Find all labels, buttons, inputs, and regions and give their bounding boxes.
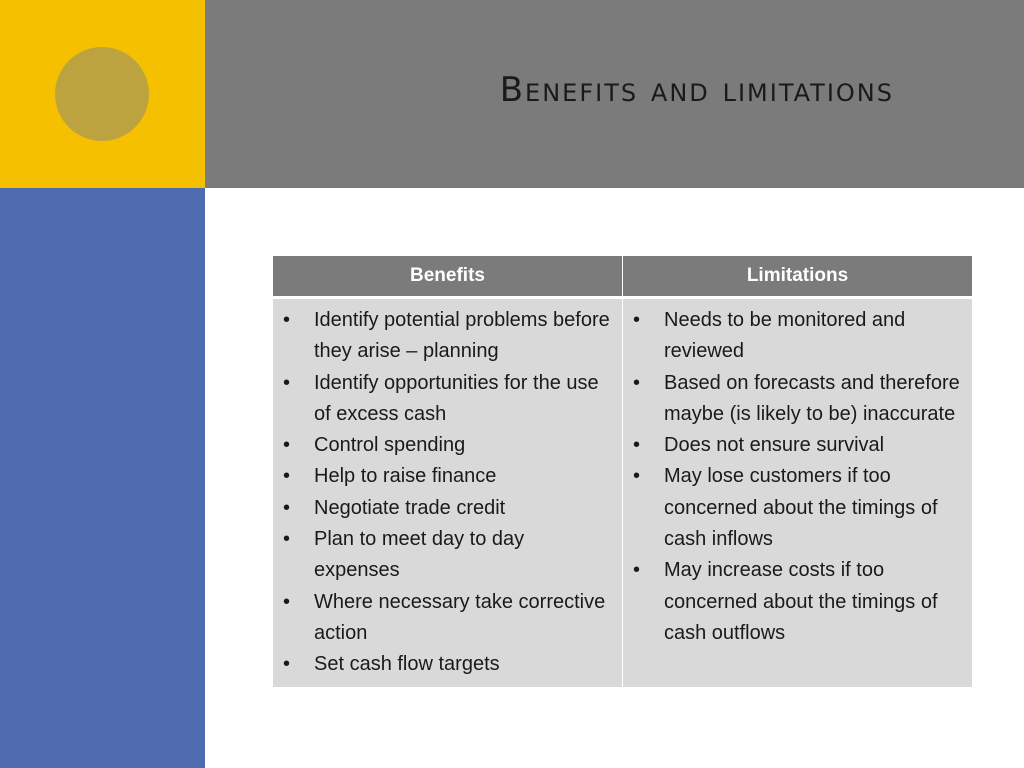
list-item: • Identify opportunities for the use of excess cash <box>281 368 614 431</box>
list-item: • Plan to meet day to day expenses <box>281 524 614 587</box>
benefits-header: Benefits <box>273 256 623 298</box>
list-item: • Set cash flow targets <box>281 649 614 680</box>
limitations-cell <box>623 298 973 687</box>
limitations-list <box>631 305 964 649</box>
benefits-list <box>281 305 614 681</box>
benefits-limitations-table <box>273 256 972 687</box>
limitations-header: Limitations <box>623 256 973 298</box>
list-item: • May lose customers if too concerned about the timings of cash inflows <box>631 461 964 555</box>
list-item: • Based on forecasts and therefore maybe (is likely to be) inaccurate <box>631 368 964 431</box>
list-item: • Where necessary take corrective action <box>281 587 614 650</box>
corner-block <box>0 0 205 188</box>
list-item: • May increase costs if too concerned about the timings of cash outflows <box>631 555 964 649</box>
list-item: • Help to raise finance <box>281 461 614 492</box>
slide-title: Benefits and limitations <box>499 70 894 110</box>
list-item: • Needs to be monitored and reviewed <box>631 305 964 368</box>
list-item: • Negotiate trade credit <box>281 493 614 524</box>
list-item: • Does not ensure survival <box>631 430 964 461</box>
table-header-row <box>273 256 972 298</box>
table-row <box>273 298 972 687</box>
list-item: • Control spending <box>281 430 614 461</box>
benefits-cell <box>273 298 623 687</box>
side-bar <box>0 188 205 768</box>
decorative-circle <box>55 47 149 141</box>
list-item: • Identify potential problems before they arise – planning <box>281 305 614 368</box>
